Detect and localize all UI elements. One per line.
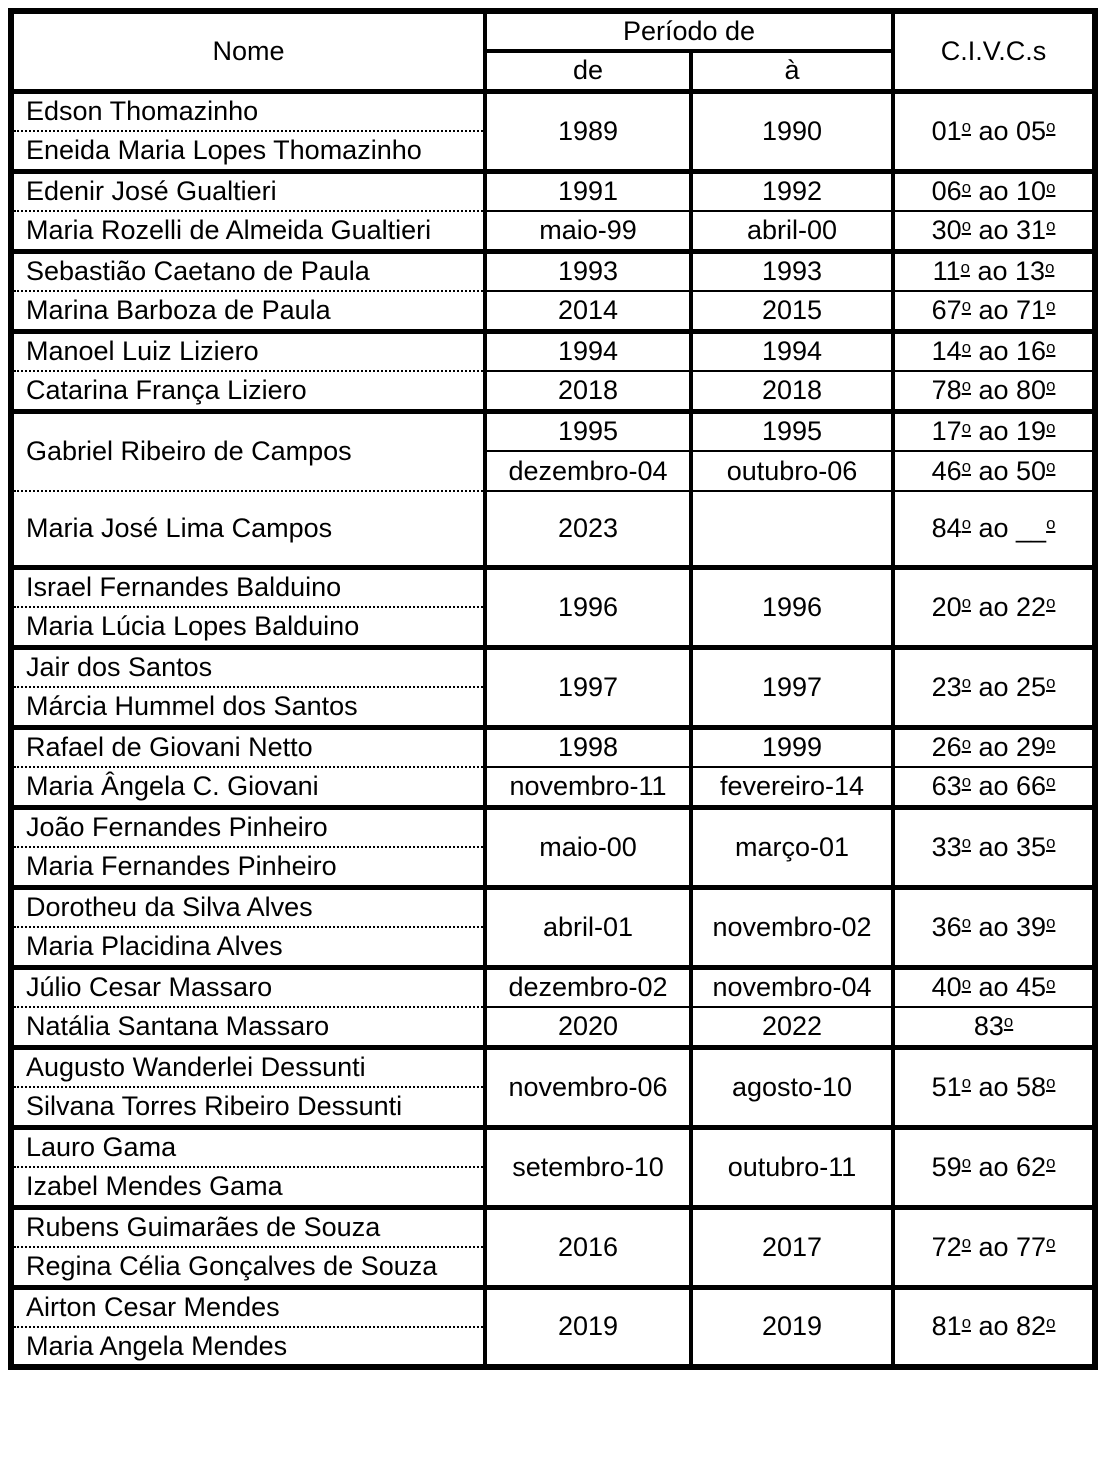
period-de-cell: 1995 [485, 411, 691, 451]
table-row [11, 767, 1095, 807]
ordinal-indicator: o [1046, 116, 1056, 136]
period-de-cell: 1994 [485, 331, 691, 371]
ordinal-indicator: o [1046, 772, 1056, 792]
period-a-cell: outubro-06 [691, 451, 893, 491]
name-cell: Maria Placidina Alves [11, 927, 485, 967]
ordinal-indicator: o [961, 376, 971, 396]
name-cell: Natália Santana Massaro [11, 1007, 485, 1047]
ordinal-indicator: o [1003, 1012, 1014, 1032]
ordinal-indicator: o [961, 912, 971, 932]
table-row [11, 647, 1095, 687]
civcs-cell: 01o ao 05o [893, 91, 1095, 171]
period-de-cell: 1991 [485, 171, 691, 211]
ordinal-indicator: o [961, 337, 971, 357]
period-de-cell: maio-00 [485, 807, 691, 887]
ordinal-indicator: o [1046, 1152, 1056, 1172]
period-a-cell: outubro-11 [691, 1127, 893, 1207]
header-nome: Nome [11, 11, 485, 91]
table-row [11, 1007, 1095, 1047]
table-row [11, 251, 1095, 291]
period-de-cell: 2020 [485, 1007, 691, 1047]
ordinal-indicator: o [961, 832, 971, 852]
civcs-cell: 20o ao 22o [893, 567, 1095, 647]
period-a-cell: 2019 [691, 1287, 893, 1367]
period-a-cell: 1994 [691, 331, 893, 371]
period-a-cell: fevereiro-14 [691, 767, 893, 807]
period-a-cell: 1996 [691, 567, 893, 647]
ordinal-indicator: o [1046, 912, 1056, 932]
civcs-cell: 30o ao 31o [893, 211, 1095, 251]
period-de-cell: 2014 [485, 291, 691, 331]
name-cell: Márcia Hummel dos Santos [11, 687, 485, 727]
table-row [11, 1047, 1095, 1087]
period-de-cell: 2016 [485, 1207, 691, 1287]
name-cell: Eneida Maria Lopes Thomazinho [11, 131, 485, 171]
ordinal-indicator: o [1046, 1232, 1056, 1252]
name-cell: Edenir José Gualtieri [11, 171, 485, 211]
name-cell: Dorotheu da Silva Alves [11, 887, 485, 927]
ordinal-indicator: o [961, 1312, 971, 1332]
ordinal-indicator: o [1046, 514, 1056, 534]
table-row [11, 331, 1095, 371]
civcs-cell: 67o ao 71o [893, 291, 1095, 331]
table-row [11, 371, 1095, 411]
period-a-cell: novembro-02 [691, 887, 893, 967]
ordinal-indicator: o [1045, 257, 1055, 277]
name-cell: Sebastião Caetano de Paula [11, 251, 485, 291]
period-de-cell: 1996 [485, 567, 691, 647]
name-cell: Marina Barboza de Paula [11, 291, 485, 331]
civcs-cell: 11o ao 13o [893, 251, 1095, 291]
period-a-cell: 1995 [691, 411, 893, 451]
period-de-cell: 1997 [485, 647, 691, 727]
civc-periods-table [8, 8, 1098, 1370]
ordinal-indicator: o [1046, 376, 1056, 396]
ordinal-indicator: o [961, 456, 971, 476]
ordinal-indicator: o [1046, 1072, 1056, 1092]
ordinal-indicator: o [1046, 832, 1056, 852]
ordinal-indicator: o [1046, 672, 1056, 692]
civcs-cell: 33o ao 35o [893, 807, 1095, 887]
table-body [11, 91, 1095, 1367]
ordinal-indicator: o [961, 973, 971, 993]
period-a-cell: novembro-04 [691, 967, 893, 1007]
period-de-cell: maio-99 [485, 211, 691, 251]
name-cell: Rafael de Giovani Netto [11, 727, 485, 767]
name-cell: Maria Ângela C. Giovani [11, 767, 485, 807]
name-cell: Catarina França Liziero [11, 371, 485, 411]
civcs-cell: 84o ao __o [893, 491, 1095, 567]
name-cell: Manoel Luiz Liziero [11, 331, 485, 371]
civcs-cell: 14o ao 16o [893, 331, 1095, 371]
civcs-cell: 83o [893, 1007, 1095, 1047]
table-header [11, 11, 1095, 91]
ordinal-indicator: o [961, 177, 971, 197]
ordinal-indicator: o [1046, 733, 1056, 753]
name-cell: Maria José Lima Campos [11, 491, 485, 567]
ordinal-indicator: o [961, 296, 971, 316]
table-row [11, 887, 1095, 927]
ordinal-indicator: o [961, 216, 971, 236]
name-cell: Rubens Guimarães de Souza [11, 1207, 485, 1247]
period-a-cell: abril-00 [691, 211, 893, 251]
period-de-cell: 2019 [485, 1287, 691, 1367]
civcs-cell: 26o ao 29o [893, 727, 1095, 767]
table-row [11, 211, 1095, 251]
period-a-cell: agosto-10 [691, 1047, 893, 1127]
name-cell: Israel Fernandes Balduino [11, 567, 485, 607]
ordinal-indicator: o [1046, 417, 1056, 437]
period-a-cell: março-01 [691, 807, 893, 887]
civcs-cell: 81o ao 82o [893, 1287, 1095, 1367]
ordinal-indicator: o [961, 1152, 971, 1172]
civcs-cell: 63o ao 66o [893, 767, 1095, 807]
ordinal-indicator: o [961, 1232, 971, 1252]
period-a-cell: 1990 [691, 91, 893, 171]
ordinal-indicator: o [1046, 456, 1056, 476]
ordinal-indicator: o [1046, 337, 1056, 357]
civcs-cell: 17o ao 19o [893, 411, 1095, 451]
civcs-cell: 51o ao 58o [893, 1047, 1095, 1127]
ordinal-indicator: o [1046, 177, 1056, 197]
ordinal-indicator: o [960, 257, 970, 277]
name-cell: Izabel Mendes Gama [11, 1167, 485, 1207]
name-cell: Júlio Cesar Massaro [11, 967, 485, 1007]
civcs-cell: 23o ao 25o [893, 647, 1095, 727]
period-de-cell: 1998 [485, 727, 691, 767]
period-a-cell [691, 491, 893, 567]
civcs-cell: 06o ao 10o [893, 171, 1095, 211]
table-row [11, 567, 1095, 607]
period-de-cell: 2023 [485, 491, 691, 567]
header-periodo: Período de [485, 11, 893, 51]
ordinal-indicator: o [961, 592, 971, 612]
ordinal-indicator: o [1046, 592, 1056, 612]
table-row [11, 1287, 1095, 1327]
ordinal-indicator: o [961, 1072, 971, 1092]
period-de-cell: 2018 [485, 371, 691, 411]
table-row [11, 491, 1095, 567]
period-a-cell: 1999 [691, 727, 893, 767]
header-de: de [485, 51, 691, 91]
table-row [11, 727, 1095, 767]
header-row-1 [11, 11, 1095, 51]
civcs-cell: 36o ao 39o [893, 887, 1095, 967]
name-cell: Jair dos Santos [11, 647, 485, 687]
name-cell: Augusto Wanderlei Dessunti [11, 1047, 485, 1087]
ordinal-indicator: o [1046, 296, 1056, 316]
name-cell: Maria Rozelli de Almeida Gualtieri [11, 211, 485, 251]
table-row [11, 171, 1095, 211]
period-a-cell: 1997 [691, 647, 893, 727]
ordinal-indicator: o [1046, 1312, 1056, 1332]
period-a-cell: 2015 [691, 291, 893, 331]
period-a-cell: 2018 [691, 371, 893, 411]
name-cell: João Fernandes Pinheiro [11, 807, 485, 847]
table-row [11, 91, 1095, 131]
period-de-cell: novembro-06 [485, 1047, 691, 1127]
name-cell: Lauro Gama [11, 1127, 485, 1167]
ordinal-indicator: o [961, 116, 971, 136]
header-a: à [691, 51, 893, 91]
period-a-cell: 1992 [691, 171, 893, 211]
period-de-cell: 1993 [485, 251, 691, 291]
civcs-cell: 72o ao 77o [893, 1207, 1095, 1287]
ordinal-indicator: o [1046, 216, 1056, 236]
table-row [11, 1127, 1095, 1167]
name-cell: Edson Thomazinho [11, 91, 485, 131]
ordinal-indicator: o [961, 417, 971, 437]
table-row [11, 1207, 1095, 1247]
period-de-cell: 1989 [485, 91, 691, 171]
period-a-cell: 2017 [691, 1207, 893, 1287]
period-de-cell: dezembro-04 [485, 451, 691, 491]
civcs-cell: 40o ao 45o [893, 967, 1095, 1007]
table-row [11, 411, 1095, 451]
ordinal-indicator: o [961, 514, 971, 534]
name-cell: Gabriel Ribeiro de Campos [11, 411, 485, 491]
name-cell: Regina Célia Gonçalves de Souza [11, 1247, 485, 1287]
table-row [11, 291, 1095, 331]
name-cell: Silvana Torres Ribeiro Dessunti [11, 1087, 485, 1127]
header-civcs: C.I.V.C.s [893, 11, 1095, 91]
period-a-cell: 1993 [691, 251, 893, 291]
period-de-cell: novembro-11 [485, 767, 691, 807]
ordinal-indicator: o [1046, 973, 1056, 993]
table-row [11, 807, 1095, 847]
period-de-cell: dezembro-02 [485, 967, 691, 1007]
civcs-cell: 59o ao 62o [893, 1127, 1095, 1207]
period-de-cell: setembro-10 [485, 1127, 691, 1207]
ordinal-indicator: o [961, 672, 971, 692]
ordinal-indicator: o [961, 733, 971, 753]
table-row [11, 967, 1095, 1007]
civcs-cell: 78o ao 80o [893, 371, 1095, 411]
ordinal-indicator: o [961, 772, 971, 792]
name-cell: Maria Angela Mendes [11, 1327, 485, 1367]
name-cell: Maria Fernandes Pinheiro [11, 847, 485, 887]
name-cell: Airton Cesar Mendes [11, 1287, 485, 1327]
period-de-cell: abril-01 [485, 887, 691, 967]
name-cell: Maria Lúcia Lopes Balduino [11, 607, 485, 647]
period-a-cell: 2022 [691, 1007, 893, 1047]
civcs-cell: 46o ao 50o [893, 451, 1095, 491]
